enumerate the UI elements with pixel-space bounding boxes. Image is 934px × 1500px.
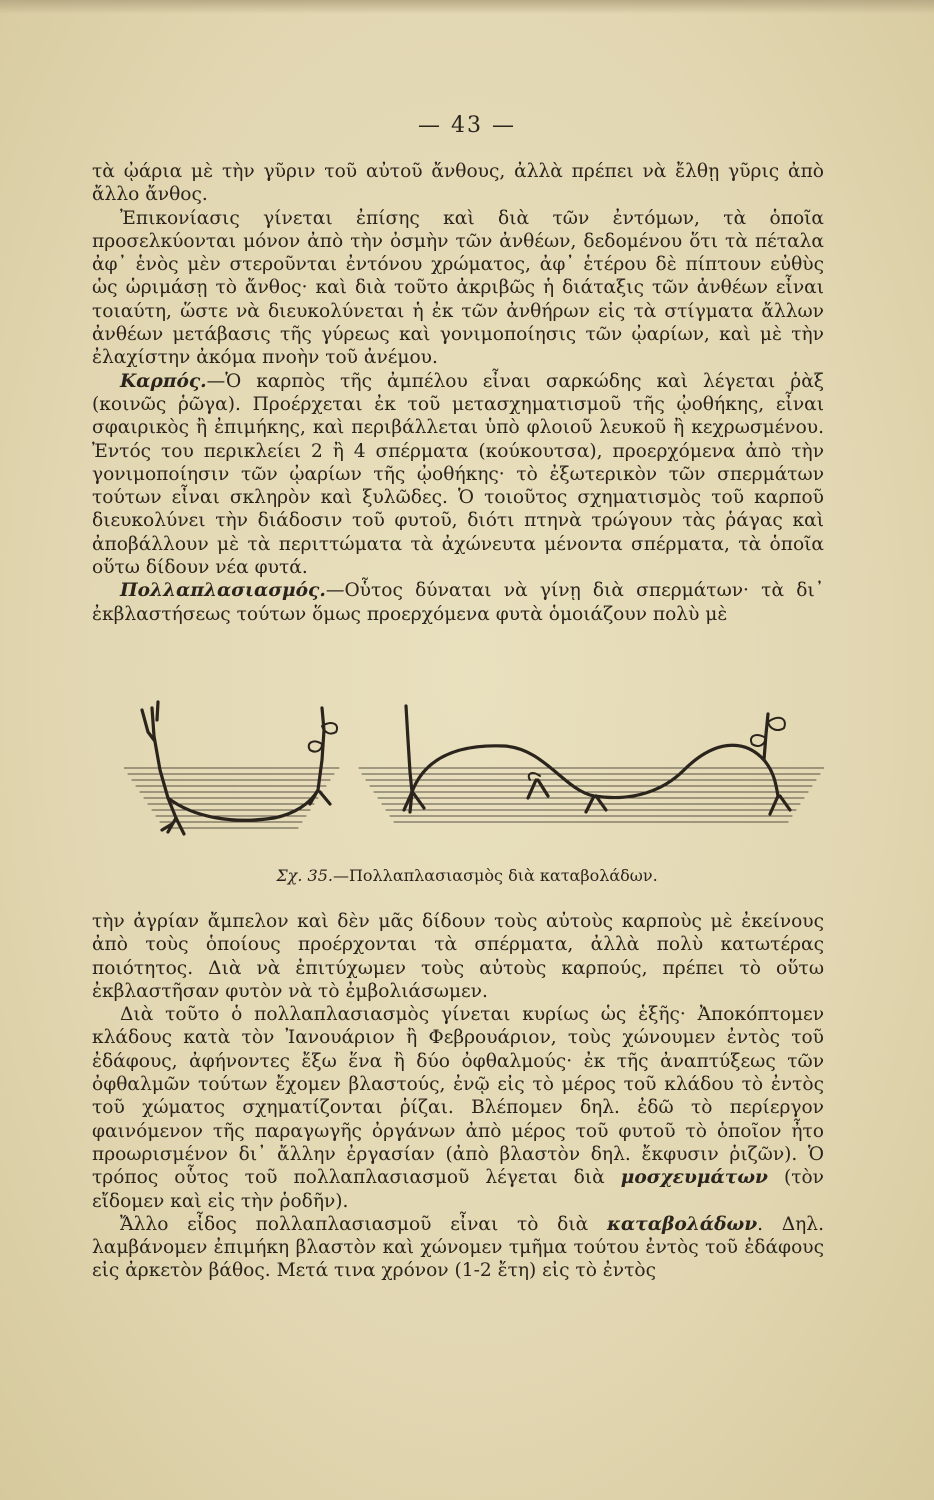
paragraph-insect-pollination: Ἐπικονίασις γίνεται ἐπίσης καὶ διὰ τῶν ἐντόμων, τὰ ὁποῖα προσελκύονται μόνον ἀπὸ τὴν ὀσμὴν τῶν ἀνθέων, δεδομένου ὅτι τὰ πέταλα ἀφ᾽ ἑνὸς μὲν στεροῦνται ἐντόνου χρώματος, ἀφ᾽ ἑτέρου δὲ πίπτουν εὐθὺς ὡς ὡριμάσῃ τὸ ἄνθος· καὶ διὰ τοῦτο ἀκριβῶς ἡ διάταξις τῶν ἀνθέων εἶναι τοιαύτη, ὥστε νὰ διευκολύνεται ἡ ἐκ τῶν ἀνθήρων εἰς τὰ στίγματα ἄλλων ἀνθέων μετάβασις τῆς γύρεως καὶ γονιμοποίησις τῶν ᾠαρίων, καὶ μὲ τὴν ἐλαχίστην ἀκόμα πνοὴν τοῦ ἀνέμου.	[92, 207, 824, 369]
paragraph-cuttings-end: (τὸν εἴδομεν καὶ εἰς τὴν ῥοδῆν).	[92, 1167, 824, 1212]
paragraph-propagation	[92, 579, 824, 626]
paragraph-wild-vine: τὴν ἀγρίαν ἄμπελον καὶ δὲν μᾶς δίδουν τοὺς αὐτοὺς καρποὺς μὲ ἐκείνους ἀπὸ τοὺς ὁποίους προέρχονται τὰ σπέρματα, ἀλλὰ πολὺ κατωτέρας ποιότητος. Διὰ νὰ ἐπιτύχωμεν τοὺς αὐτοὺς καρπούς, πρέπει τὸ οὕτω ἐκβλαστῆσαν φυτὸν νὰ τὸ ἐμβολιάσωμεν.	[92, 911, 824, 1002]
page-top-edge	[0, 0, 934, 14]
heading-propagation: Πολλαπλασιασμός.	[120, 580, 326, 602]
paragraph-cuttings-start: Διὰ τοῦτο ὁ πολλαπλασιασμὸς γίνεται κυρίως ὡς ἑξῆς· Ἀποκόπτομεν κλάδους κατὰ τὸν Ἰανουάριον ἢ Φεβρουάριον, τοὺς χώνουμεν ἐντὸς τοῦ ἐδάφους, ἀφήνοντες ἔξω ἕνα ἢ δύο ὀφθαλμούς· ἐκ τῆς ἀναπτύξεως τῶν ὀφθαλμῶν τούτων ἔχομεν βλαστούς, ἐνῷ εἰς τὸ μέρος τοῦ κλάδου τὸ ἐντὸς τοῦ χώματος σχηματίζονται ῥίζαι. Βλέπομεν δηλ. ἐδῶ τὸ περίεργον φαινόμενον τῆς παραγωγῆς ὀργάνων ἀπὸ μέρος τοῦ φυτοῦ τὸ ὁποῖον ἦτο προωρισμένον δι᾽ ἄλλην ἐργασίαν (ἀπὸ βλαστὸν δηλ. ἔκφυσιν ῥιζῶν). Ὁ τρόπος οὗτος τοῦ πολλαπλασιασμοῦ λέγεται διὰ	[92, 1004, 824, 1189]
page-number: — 43 —	[418, 113, 516, 138]
paragraph-pollination-continued: τὰ ᾠάρια μὲ τὴν γῦριν τοῦ αὐτοῦ ἄνθους, ἀλλὰ πρέπει νὰ ἔλθῃ γῦρις ἀπὸ ἄλλο ἄνθος.	[92, 161, 824, 206]
figure-label: Σχ. 35.	[276, 866, 333, 885]
paragraph-cuttings	[92, 1003, 824, 1213]
paragraph-fruit-body: —Ὁ καρπὸς τῆς ἀμπέλου εἶναι σαρκώδης καὶ λέγεται ῥὰξ (κοινῶς ῥῶγα). Προέρχεται ἐκ τοῦ μετασχηματισμοῦ τῆς ᾠοθήκης, εἶναι σφαιρικὸς ἢ ἐπιμήκης, καὶ περιβάλλεται ὑπὸ φλοιοῦ λευκοῦ ἢ κεχρωσμένου. Ἐντός του περικλείει 2 ἢ 4 σπέρματα (κούκουτσα), προερχόμενα ἀπὸ τὴν γονιμοποίησιν τῶν ᾠαρίων τῆς ᾠοθήκης· τὸ ἐξωτερικὸν τῶν σπερμάτων τούτων εἶναι σκληρὸν καὶ ξυλῶδες. Ὁ τοιοῦτος σχηματισμὸς τοῦ καρποῦ διευκολύνει τὴν διάδοσιν τοῦ φυτοῦ, διότι πτηνὰ τρώγουν τὰς ῥάγας καὶ ἀποβάλλουν μὲ τὰ περιττώματα τὰ ἀχώνευτα μένοντα σπέρματα, τὰ ὁποῖα οὕτω δίδουν νέα φυτά.	[92, 370, 824, 579]
text-block-top	[92, 160, 824, 626]
term-layering: καταβολάδων	[606, 1213, 758, 1235]
paragraph-layering-end: . Δηλ. λαμβάνομεν ἐπιμήκη βλαστὸν καὶ χώνομεν τμῆμα τούτου ἐντὸς τοῦ ἐδάφους εἰς ἀρκετὸν βάθος. Μετά τινα χρόνον (1-2 ἔτη) εἰς τὸ ἐντὸς	[92, 1213, 824, 1282]
paragraph-fruit	[92, 370, 824, 580]
figure-caption-text: —Πολλαπλασιασμὸς διὰ καταβολάδων.	[332, 866, 658, 885]
heading-fruit: Καρπός.	[120, 370, 207, 392]
paragraph-layering	[92, 1213, 824, 1283]
figure-caption	[0, 866, 934, 885]
paragraph-layering-start: Ἄλλο εἶδος πολλαπλασιασμοῦ εἶναι τὸ διὰ	[120, 1213, 607, 1235]
figure-layering-illustration	[124, 700, 824, 850]
term-cuttings: μοσχευμάτων	[620, 1167, 768, 1189]
layering-drawing	[124, 700, 824, 850]
text-block-bottom	[92, 910, 824, 1283]
paragraph-propagation-body: —Οὗτος δύναται νὰ γίνῃ διὰ σπερμάτων· τὰ δι᾽ ἐκβλαστήσεως τούτων ὅμως προερχόμενα φυτὰ ὁμοιάζουν πολὺ μὲ	[92, 580, 824, 625]
